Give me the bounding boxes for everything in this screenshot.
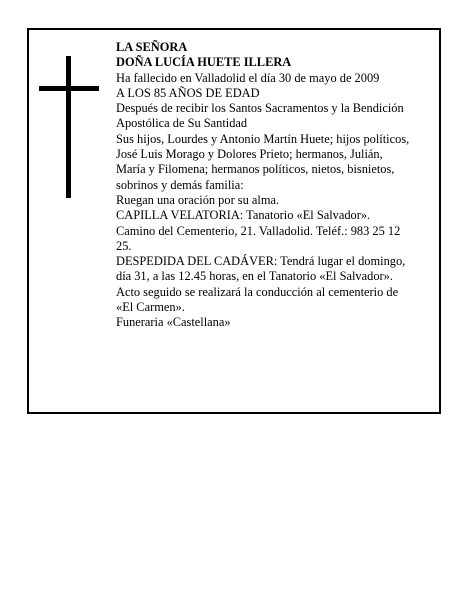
cross-icon (39, 56, 99, 198)
prayer-text: Ruegan una oración por su alma. (116, 192, 280, 207)
title-line-1: LA SEÑORA (116, 40, 188, 54)
cross-vertical-bar (66, 56, 71, 198)
funeral-home: Funeraria «Castellana» (116, 315, 231, 330)
chapel-info: CAPILLA VELATORIA: Tanatorio «El Salvador». Camino del Cementerio, 21. Valladolid. Teléf.: 983 25 12 25. (116, 208, 401, 253)
funeral-info: DESPEDIDA DEL CADÁVER: Tendrá lugar el domingo, día 31, a las 12.45 horas, en el Tanatorio «El Salvador». Acto seguido se realizará la conducción al cementerio de «El Carmen». (116, 254, 406, 315)
death-info: Ha fallecido en Valladolid el día 30 de mayo de 2009 (116, 70, 380, 85)
family-text: Sus hijos, Lourdes y Antonio Martín Huete; hijos políticos, José Luis Morago y Dolores Prieto; hermanos, Julián, María y Filomena; hermanos políticos, nietos, bisnietos, sobrinos y demás familia: (116, 131, 410, 192)
sacraments-text: Después de recibir los Santos Sacramentos y la Bendición Apostólica de Su Santidad (116, 101, 404, 131)
deceased-name: DOÑA LUCÍA HUETE ILLERA (116, 55, 292, 70)
obituary-notice (27, 28, 441, 414)
cross-horizontal-bar (39, 86, 99, 91)
age-line: A LOS 85 AÑOS DE EDAD (116, 85, 260, 100)
obituary-text (116, 40, 411, 331)
